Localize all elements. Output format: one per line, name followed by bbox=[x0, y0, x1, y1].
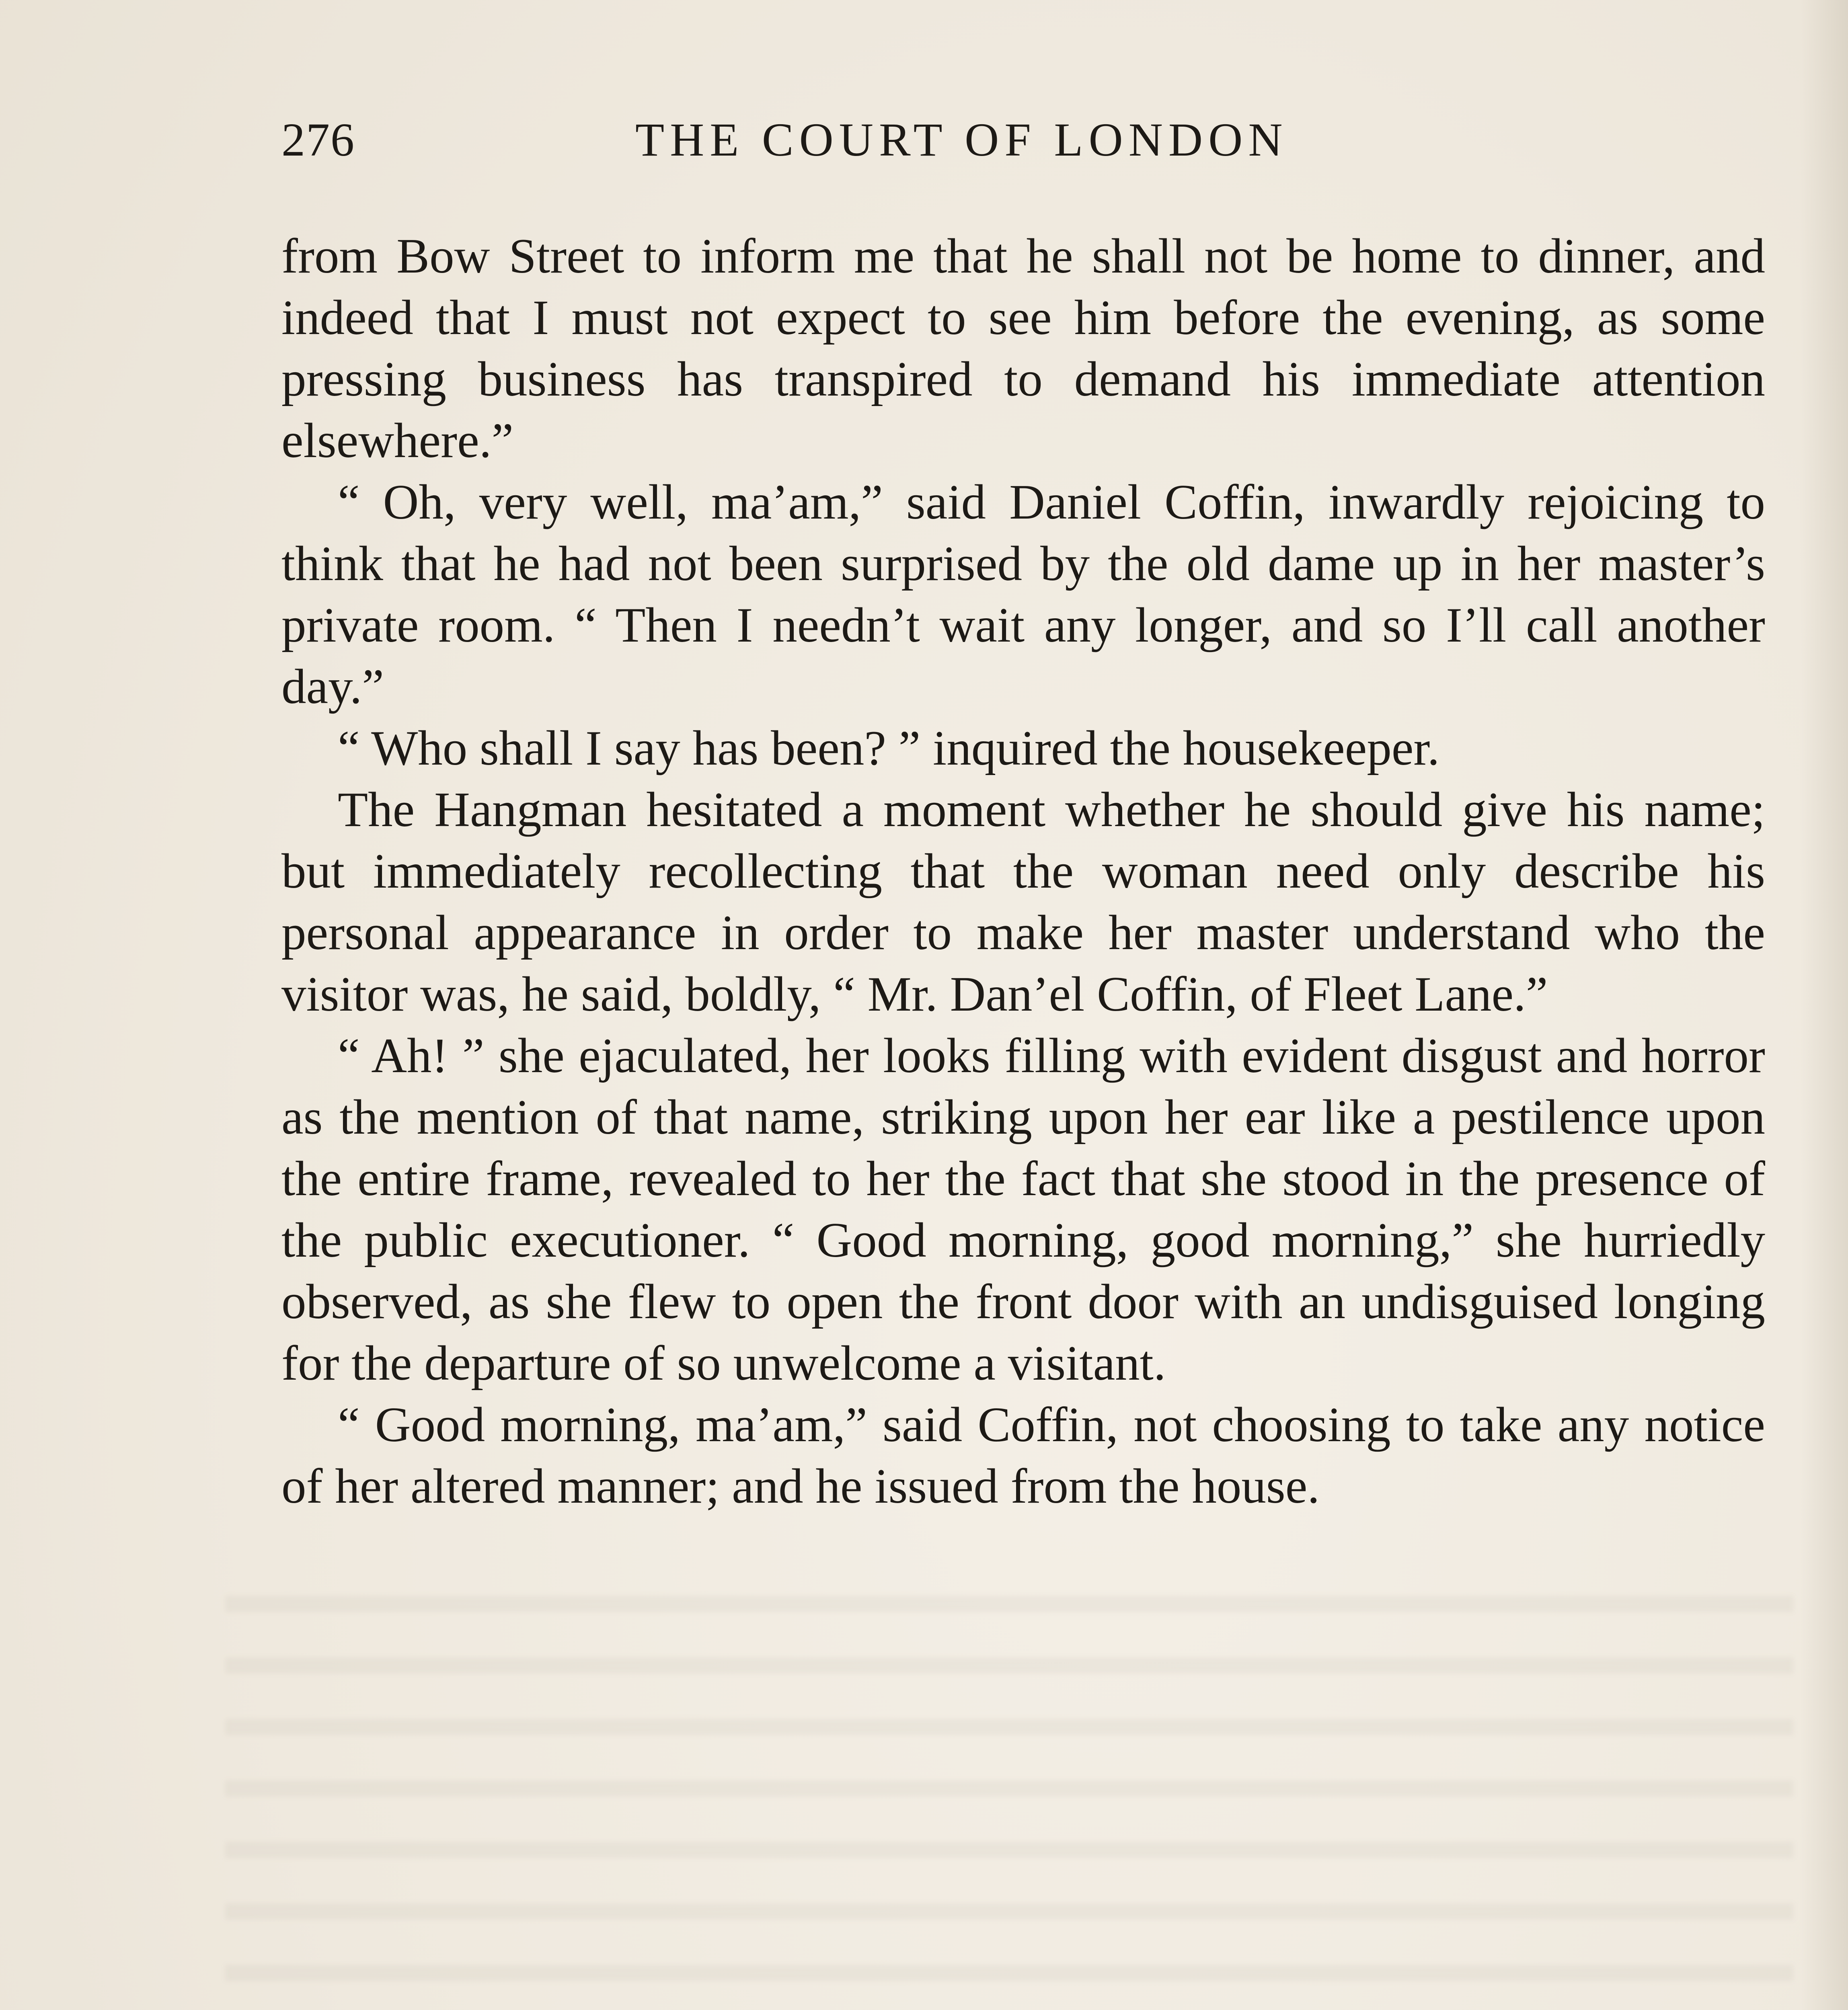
paragraph: “ Ah! ” she ejaculated, her looks filling with evident disgust and horror as the mention of that name, striking upon her ear like a pestilence upon the entire frame, revealed to her the fact that she stood in the presence of the public executioner. “ Good morning, good morning,” she hurriedly observed, as she flew to open the front door with an undisguised longing for the departure of so unwelcome a visitant. bbox=[281, 1028, 1765, 1391]
paragraph: The Hangman hesitated a moment whether he should give his name; but immediately recollecting that the woman need only describe his personal appearance in order to make her master understand who the visitor was, he said, boldly, “ Mr. Dan’el Coffin, of Fleet Lane.” bbox=[281, 782, 1765, 1021]
page-number: 276 bbox=[281, 113, 355, 166]
paragraph-continuation: from Bow Street to inform me that he shall not be home to dinner, and indeed that I must not expect to see him before the evening, as some pressing business has transpired to demand his immediate attention elsewhere.” bbox=[281, 228, 1765, 468]
running-head: THE COURT OF LONDON bbox=[635, 113, 1288, 166]
page-edge-shadow bbox=[1800, 0, 1848, 2010]
page-header bbox=[281, 113, 1769, 177]
paragraph: “ Good morning, ma’am,” said Coffin, not choosing to take any notice of her altered manner; and he issued from the house. bbox=[281, 1397, 1765, 1514]
reverse-page-bleed-through bbox=[225, 1568, 1793, 2010]
paragraph: “ Oh, very well, ma’am,” said Daniel Coffin, inwardly rejoicing to think that he had not been surprised by the old dame up in her master’s private room. “ Then I needn’t wait any longer, and so I’ll call another day.” bbox=[281, 474, 1765, 714]
paragraph: “ Who shall I say has been? ” inquired the housekeeper. bbox=[338, 720, 1440, 775]
body-text bbox=[281, 225, 1765, 1517]
